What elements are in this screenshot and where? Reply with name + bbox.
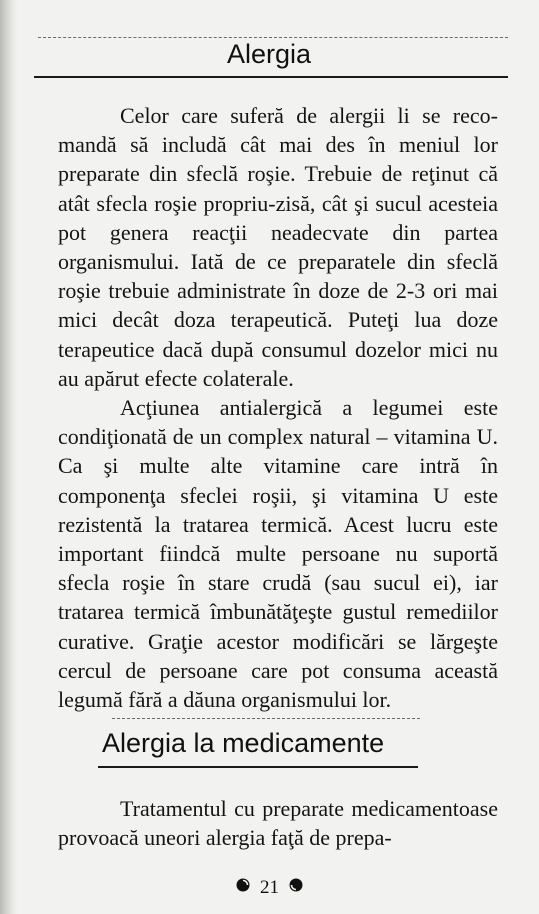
circle-swirl-icon bbox=[235, 877, 251, 899]
dotted-rule-top bbox=[38, 37, 508, 38]
paragraph: Celor care suferă de alergii li se recomandă să includă cât mai des în meniul lor preparate din sfeclă roşie. Trebuie de reţinut că atât sfecla roşie propriu-zisă, cât şi sucul acesteia pot genera reacţii neadecvate din partea organismului. Iată de ce preparatele din sfeclă roşie trebuie administrate în doze de 2-3 ori mai mici decât doza terapeutică. Puteţi lua doze terapeutice dacă după consumul dozelor mici nu au apărut efecte colaterale. bbox=[58, 103, 498, 391]
section-title-underline bbox=[34, 76, 508, 78]
section-body-alergia bbox=[58, 101, 498, 714]
page-gutter-shadow bbox=[0, 0, 18, 914]
section-title-underline bbox=[98, 766, 418, 768]
page-footer bbox=[0, 876, 539, 899]
paragraph: Tratamentul cu preparate medicamentoase provoacă uneori alergia faţă de prepa- bbox=[58, 796, 498, 851]
section-body-alergia-la-medicamente bbox=[58, 794, 498, 852]
dotted-rule-middle bbox=[112, 718, 420, 719]
paragraph: Acţiunea antialergică a legumei este condiţionată de un complex natural – vitamina U. Ca şi multe alte vitamine care intră în componenţa sfeclei roşii, şi vitamina U este rezistentă la tratarea termică. Acest lucru este important fiindcă multe persoane nu suportă sfecla roşie în stare crudă (sau sucul ei), iar tratarea termică îmbunătăţeşte gustul remediilor curative. Graţie acestor modificări se lărgeşte cercul de persoane care pot consuma această legumă fără a dăuna organismului lor. bbox=[58, 395, 498, 713]
section-title-alergia: Alergia bbox=[227, 39, 312, 69]
circle-swirl-icon bbox=[288, 877, 304, 899]
page-number: 21 bbox=[260, 876, 279, 898]
section-title-alergia-la-medicamente: Alergia la medicamente bbox=[102, 728, 385, 758]
